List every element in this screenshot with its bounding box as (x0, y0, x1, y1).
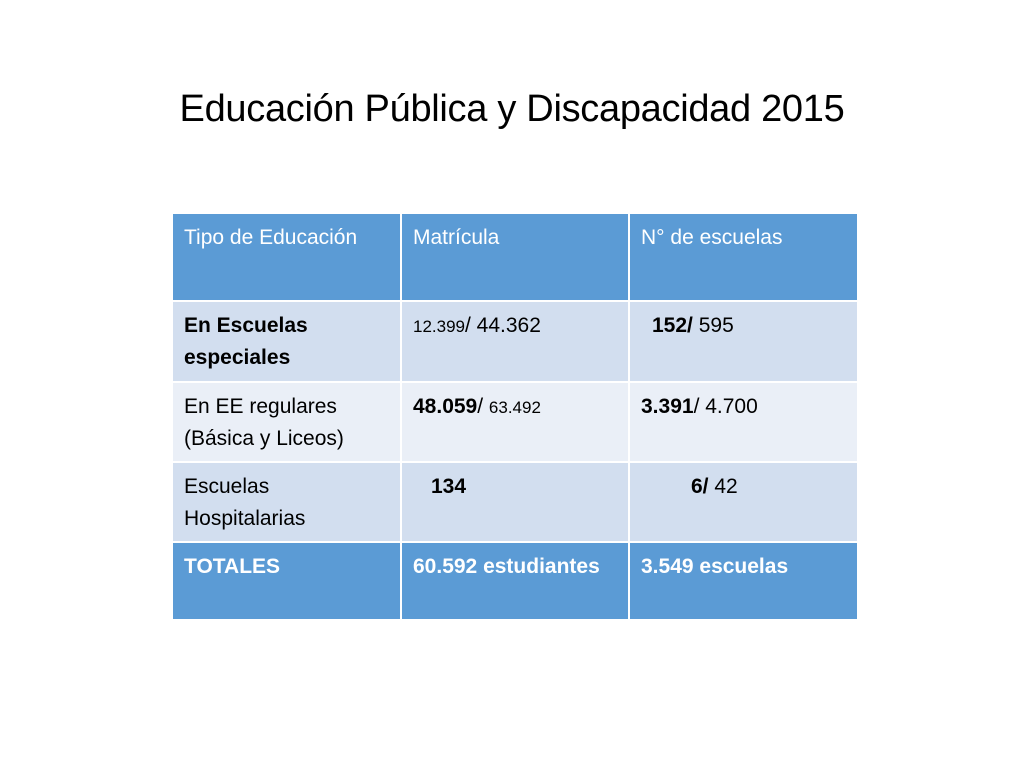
header-escuelas: N° de escuelas (629, 214, 857, 301)
table-row (173, 462, 857, 542)
totals-label: TOTALES (173, 542, 401, 620)
table-row (173, 382, 857, 462)
matricula-part-a: 48.059 (413, 395, 478, 418)
cell-matricula: 134 (401, 462, 629, 542)
totals-escuelas: 3.549 escuelas (629, 542, 857, 620)
escuelas-part-a: 6/ (691, 475, 709, 498)
cell-matricula (401, 382, 629, 462)
escuelas-part-a: 3.391 (641, 395, 694, 418)
cell-tipo: En EE regulares (Básica y Liceos) (173, 382, 401, 462)
matricula-part-b: 63.492 (488, 398, 541, 417)
escuelas-part-a: 152/ (652, 314, 693, 337)
table-header-row (173, 214, 857, 301)
escuelas-part-b: 42 (708, 475, 738, 498)
cell-tipo: Escuelas Hospitalarias (173, 462, 401, 542)
matricula-part-a: 12.399 (413, 317, 465, 336)
totals-matricula: 60.592 estudiantes (401, 542, 629, 620)
matricula-separator: / (465, 314, 471, 337)
cell-tipo: En Escuelas especiales (173, 301, 401, 382)
header-matricula: Matrícula (401, 214, 629, 301)
escuelas-part-b: 595 (692, 314, 734, 337)
cell-escuelas (629, 462, 857, 542)
table-row (173, 301, 857, 382)
cell-escuelas (629, 382, 857, 462)
matricula-separator: / (477, 395, 489, 418)
slide-title: Educación Pública y Discapacidad 2015 (179, 88, 845, 130)
header-tipo: Tipo de Educación (173, 214, 401, 301)
cell-escuelas (629, 301, 857, 382)
table-totals-row (173, 542, 857, 620)
escuelas-part-b: / 4.700 (693, 395, 758, 418)
education-table (173, 214, 857, 621)
matricula-part-b: 44.362 (470, 314, 541, 337)
cell-matricula (401, 301, 629, 382)
